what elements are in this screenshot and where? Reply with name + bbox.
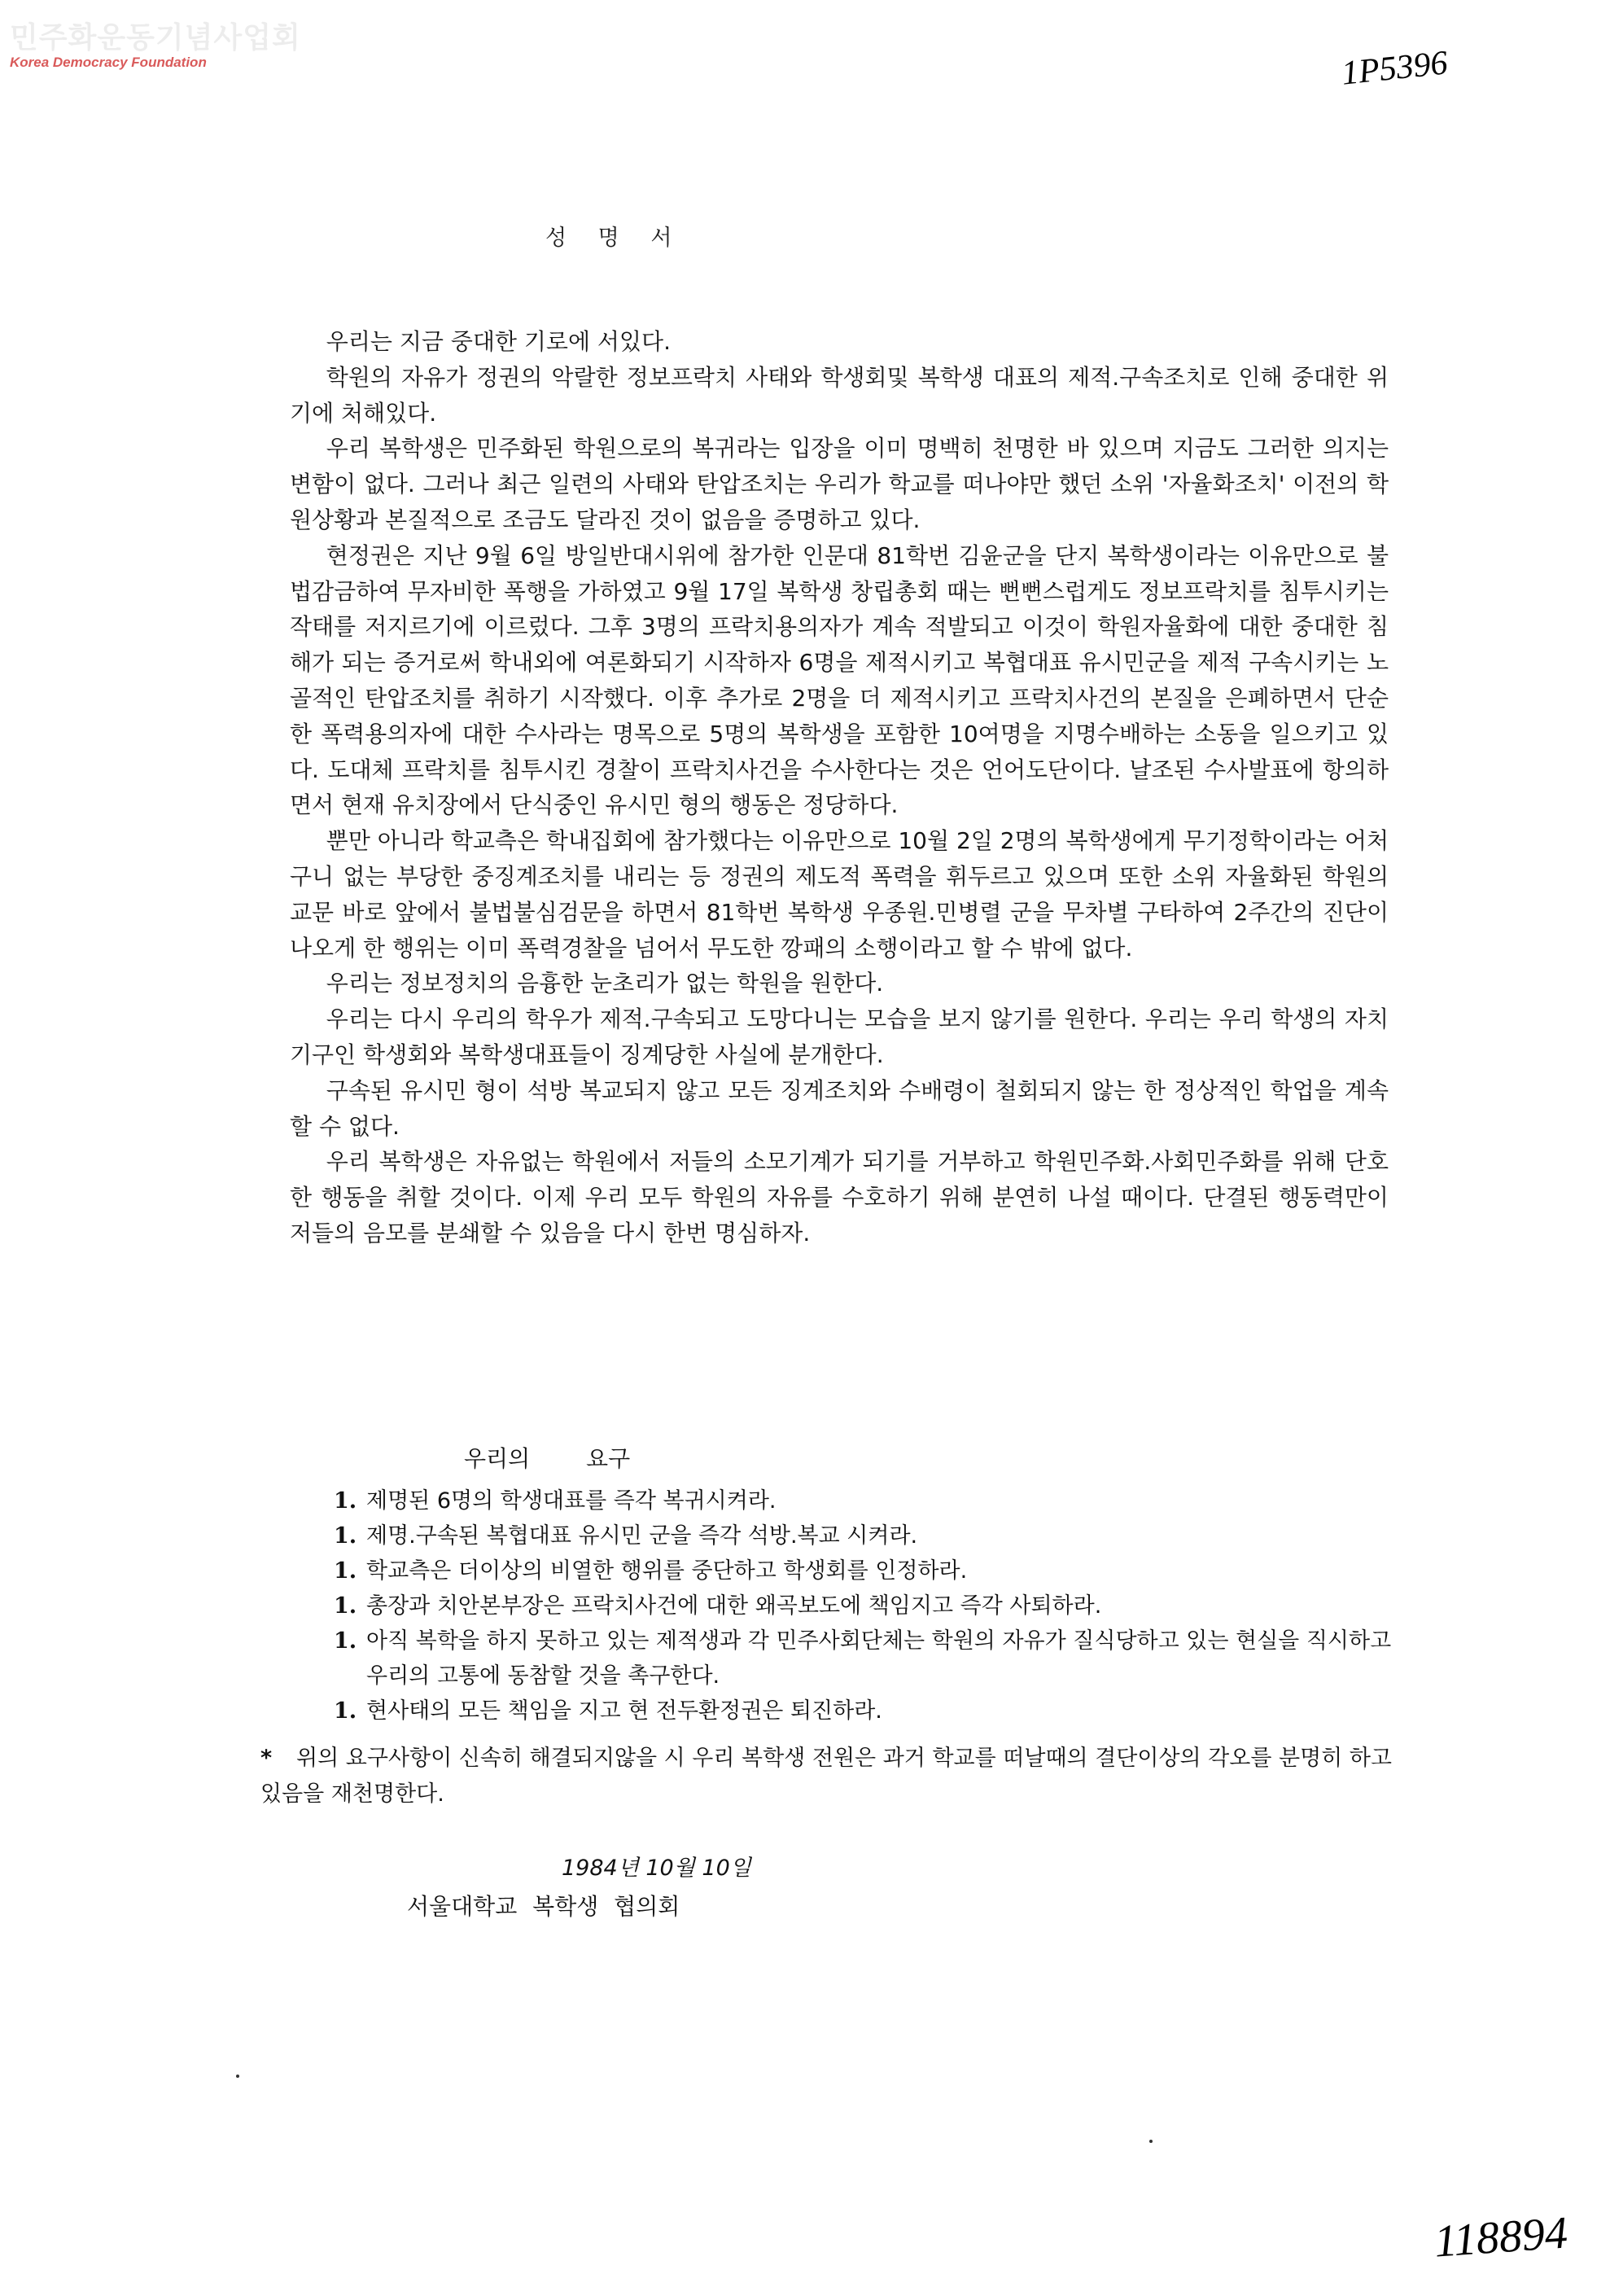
demand-number: 1. [334, 1593, 357, 1619]
note-text: 위의 요구사항이 신속히 해결되지않을 시 우리 복학생 전원은 과거 학교를 떠날때의 결단이상의 각오를 분명히 하고 있음을 재천명한다. [260, 1746, 1393, 1807]
demand-number: 1. [334, 1558, 357, 1584]
document-date: 1984년 10월 10일 [562, 1856, 751, 1881]
demand-number: 1. [334, 1698, 357, 1724]
demand-item [334, 1518, 1392, 1553]
demand-item [334, 1623, 1392, 1694]
demand-number: 1. [334, 1628, 357, 1654]
demand-text: 총장과 치안본부장은 프락치사건에 대한 왜곡보도에 책임지고 즉각 사퇴하라. [366, 1593, 1102, 1619]
paragraph: 현정권은 지난 9월 6일 방일반대시위에 참가한 인문대 81학번 김윤군을 단지 복학생이라는 이유만으로 불법감금하여 무자비한 폭행을 가하였고 9월 17일 복학생 창립총회 때는 뻔뻔스럽게도 정보프락치를 침투시키는 작태를 저지르기에 이르렀다. 그후 3명의 프락치용의자가 계속 적발되고 이것이 학원자율화에 대한 중대한 침해가 되는 증거로써 학내외에 여론화되기 시작하자 6명을 제적시키고 복협대표 유시민군을 제적 구속시키는 노골적인 탄압조치를 취하기 시작했다. 이후 추가로 2명을 더 제적시키고 프락치사건의 본질을 은폐하면서 단순한 폭력용의자에 대한 수사라는 명목으로 5명의 복학생을 포함한 10여명을 지명수배하는 소동을 일으키고 있다. 도대체 프락치를 침투시킨 경찰이 프락치사건을 수사한다는 것은 언어도단이다. 날조된 수사발표에 항의하면서 현재 유치장에서 단식중인 유시민 형의 행동은 정당하다. [290, 541, 1389, 819]
statement-body [290, 324, 1389, 1251]
demands-title: 우리의 요구 [464, 1445, 631, 1472]
demand-text: 제명된 6명의 학생대표를 즉각 복귀시켜라. [366, 1488, 777, 1514]
note-asterisk: * [260, 1746, 273, 1771]
paragraph: 우리 복학생은 자유없는 학원에서 저들의 소모기계가 되기를 거부하고 학원민주화.사회민주화를 위해 단호한 행동을 취할 것이다. 이제 우리 모두 학원의 자유를 수호하기 위해 분연히 나설 때이다. 단결된 행동력만이 저들의 음모를 분쇄할 수 있음을 다시 한번 명심하자. [290, 1148, 1389, 1247]
document-title: 성 명 서 [545, 226, 674, 251]
scan-speck [1149, 2140, 1153, 2143]
demand-text: 제명.구속된 복협대표 유시민 군을 즉각 석방.복교 시켜라. [366, 1523, 918, 1549]
paragraph: 우리는 지금 중대한 기로에 서있다. [326, 328, 671, 355]
paragraph: 학원의 자유가 정권의 악랄한 정보프락치 사태와 학생회및 복학생 대표의 제적.구속조치로 인해 중대한 위기에 처해있다. [290, 363, 1389, 427]
archive-number-bottom: 118894 [1433, 2207, 1569, 2268]
logo-korean: 민주화운동기념사업회 [10, 21, 301, 55]
scan-speck [236, 2075, 239, 2078]
paragraph: 우리 복학생은 민주화된 학원으로의 복귀라는 입장을 이미 명백히 천명한 바 있으며 지금도 그러한 의지는 변함이 없다. 그러나 최근 일련의 사태와 탄압조치는 우리가 학교를 떠나야만 했던 소위 '자율화조치' 이전의 학원상황과 본질적으로 조금도 달라진 것이 없음을 증명하고 있다. [290, 435, 1389, 533]
paragraph: 우리는 다시 우리의 학우가 제적.구속되고 도망다니는 모습을 보지 않기를 원한다. 우리는 우리 학생의 자치기구인 학생회와 복학생대표들이 징계당한 사실에 분개한다. [290, 1006, 1389, 1068]
demand-item [334, 1553, 1392, 1588]
archive-number-top: 1P5396 [1339, 44, 1450, 93]
signer-organization: 서울대학교 복학생 협의회 [407, 1893, 680, 1920]
closing-note [260, 1741, 1400, 1812]
demand-item [334, 1694, 1392, 1729]
demand-number: 1. [334, 1488, 357, 1514]
logo-english: Korea Democracy Foundation [10, 55, 207, 70]
paragraph: 뿐만 아니라 학교측은 학내집회에 참가했다는 이유만으로 10월 2일 2명의 복학생에게 무기정학이라는 어처구니 없는 부당한 중징계조치를 내리는 등 정권의 제도적 폭력을 휘두르고 있으며 또한 소위 자율화된 학원의 교문 바로 앞에서 불법불심검문을 하면서 81학번 복학생 우종원.민병렬 군을 무차별 구타하여 2주간의 진단이 나오게 한 행위는 이미 폭력경찰을 넘어서 무도한 깡패의 소행이라고 할 수 밖에 없다. [290, 827, 1389, 962]
demand-item [334, 1483, 1392, 1518]
demand-text: 학교측은 더이상의 비열한 행위를 중단하고 학생회를 인정하라. [366, 1558, 968, 1584]
paragraph: 구속된 유시민 형이 석방 복교되지 않고 모든 징계조치와 수배령이 철회되지 않는 한 정상적인 학업을 계속할 수 없다. [290, 1076, 1389, 1140]
demand-text: 아직 복학을 하지 못하고 있는 제적생과 각 민주사회단체는 학원의 자유가 질식당하고 있는 현실을 직시하고 우리의 고통에 동참할 것을 촉구한다. [366, 1628, 1392, 1689]
demand-number: 1. [334, 1523, 357, 1549]
paragraph: 우리는 정보정치의 음흉한 눈초리가 없는 학원을 원한다. [326, 970, 884, 997]
demands-list [334, 1483, 1392, 1729]
demand-item [334, 1588, 1392, 1623]
demand-text: 현사태의 모든 책임을 지고 현 전두환정권은 퇴진하라. [366, 1698, 882, 1724]
foundation-logo [10, 15, 301, 71]
